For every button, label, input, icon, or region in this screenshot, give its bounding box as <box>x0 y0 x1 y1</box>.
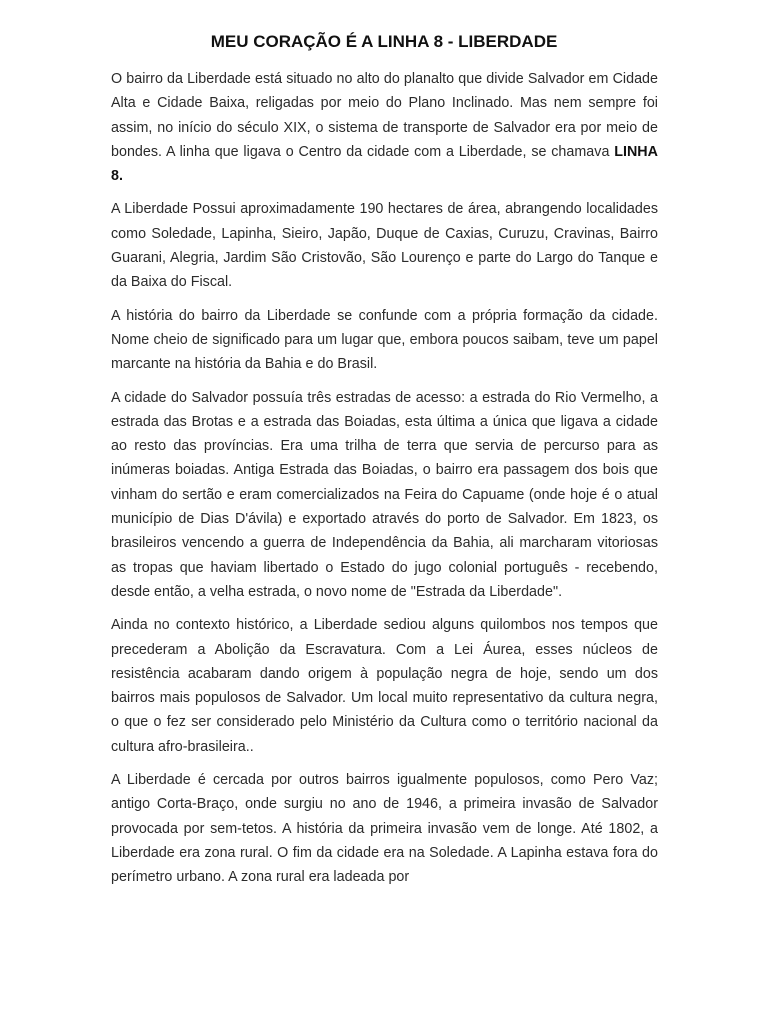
paragraph-4: A cidade do Salvador possuía três estradas de acesso: a estrada do Rio Vermelho, a estrada das Brotas e a estrada das Boiadas, esta última a única que ligava a cidade ao resto das províncias. Era uma trilha de terra que servia de percurso para as inúmeras boiadas. Antiga Estrada das Boiadas, o bairro era passagem dos bois que vinham do sertão e eram comercializados na Feira do Capuame (onde hoje é o atual município de Dias D'ávila) e exportado através do porto de Salvador. Em 1823, os brasileiros vencendo a guerra de Independência da Bahia, ali marcharam vitoriosas as tropas que haviam libertado o Estado do jugo colonial português - recebendo, desde então, a velha estrada, o novo nome de "Estrada da Liberdade". <box>111 389 658 600</box>
document-title: MEU CORAÇÃO É A LINHA 8 - LIBERDADE <box>210 32 558 51</box>
document-body <box>111 67 658 899</box>
paragraph-1 <box>111 67 658 188</box>
paragraph-1-text: O bairro da Liberdade está situado no alto do planalto que divide Salvador em Cidade Alta e Cidade Baixa, religadas por meio do Plano Inclinado. Mas nem sempre foi assim, no início do século XIX, o sistema de transporte de Salvador era por meio de bondes. A linha que ligava o Centro da cidade com a Liberdade, se chamava <box>111 71 658 160</box>
paragraph-2: A Liberdade Possui aproximadamente 190 hectares de área, abrangendo localidades como Soledade, Lapinha, Sieiro, Japão, Duque de Caxias, Curuzu, Cravinas, Bairro Guarani, Alegria, Jardim São Cristovão, São Lourenço e parte do Largo do Tanque e da Baixa do Fiscal. <box>111 201 658 291</box>
paragraph-5: Ainda no contexto histórico, a Liberdade sediou alguns quilombos nos tempos que precederam a Abolição da Escravatura. Com a Lei Áurea, esses núcleos de resistência acabaram dando origem à população negra de hoje, sendo um dos bairros mais populosos de Salvador. Um local muito representativo da cultura negra, o que o fez ser considerado pelo Ministério da Cultura como o território nacional da cultura afro-brasileira.. <box>111 617 658 755</box>
paragraph-6: A Liberdade é cercada por outros bairros igualmente populosos, como Pero Vaz; antigo Corta-Braço, onde surgiu no ano de 1946, a primeira invasão de Salvador provocada por sem-tetos. A história da primeira invasão vem de longe. Até 1802, a Liberdade era zona rural. O fim da cidade era na Soledade. A Lapinha estava fora do perímetro urbano. A zona rural era ladeada por <box>111 772 658 886</box>
paragraph-1-bold-text: LINHA 8. <box>111 143 658 185</box>
paragraph-3: A história do bairro da Liberdade se confunde com a própria formação da cidade. Nome cheio de significado para um lugar que, embora poucos saibam, teve um papel marcante na história da Bahia e do Brasil. <box>111 307 658 373</box>
